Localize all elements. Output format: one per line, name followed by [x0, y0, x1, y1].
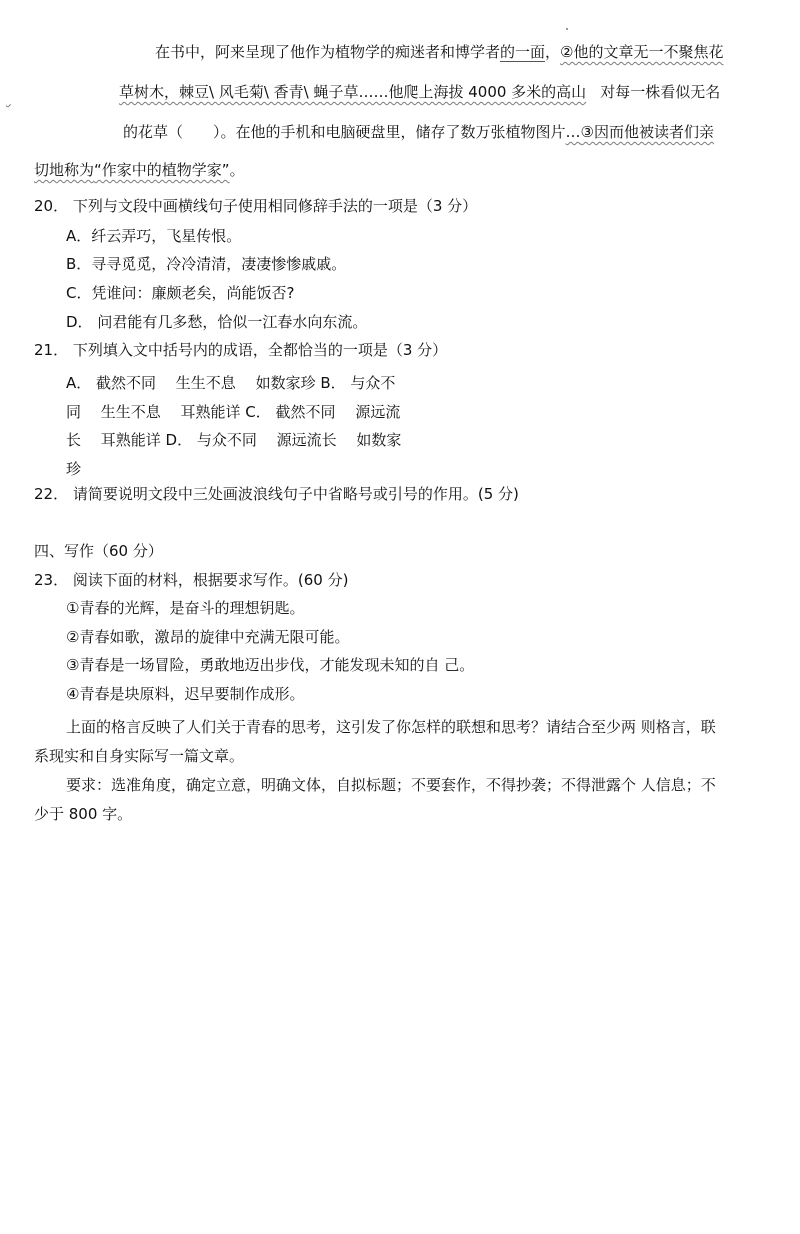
passage-text: 切地称为: [34, 161, 95, 179]
passage-text: 对每一株看似无名: [600, 83, 721, 101]
passage-text: 在书中，阿来呈现了他作为植物学的痴迷者和博学者: [155, 43, 501, 61]
prompt-paragraph-line-1: 上面的格言反映了人们关于青春的思考，这引发了你怎样的联想和思考？请结合至少两 则格言，联: [66, 718, 716, 736]
question-20-option-c: C．凭谁问：廉颇老矣，尚能饭否?: [66, 284, 295, 302]
material-item-1: ①青春的光辉，是奋斗的理想钥匙。: [66, 599, 305, 617]
wavy-underline-fragment: [6, 84, 118, 104]
question-20-option-d: D． 问君能有几多愁，恰似一江春水向东流。: [66, 313, 368, 331]
passage-line-3: [123, 122, 714, 142]
passage-line-2: [119, 82, 720, 102]
speck-mark: [566, 28, 568, 30]
requirements-line-1: 要求：选准角度，确定立意，明确文体，自拟标题；不要套作，不得抄袭；不得泄露个 人信息；不: [66, 776, 716, 794]
passage-text: ，: [545, 43, 561, 61]
question-21-options-line-3: 长 耳熟能详 D． 与众不同 源远流长 如数家: [66, 431, 402, 449]
passage-text: 的花草（ ）。在他的手机和电脑硬盘里，储存了数万张植物图片: [123, 123, 566, 141]
ellipsis-mark: …: [565, 123, 581, 141]
question-21-options-line-4: 珍: [66, 460, 82, 478]
passage-text: 。: [229, 161, 245, 179]
material-item-3: ③青春是一场冒险，勇敢地迈出步伐，才能发现未知的自 己。: [66, 656, 475, 674]
wavy-underlined-sentence: ③因而他被读者们亲: [580, 123, 714, 141]
question-21-options-line-2: 同 生生不息 耳熟能详 C． 截然不同 源远流: [66, 403, 401, 421]
question-23-stem: 23． 阅读下面的材料，根据要求写作。(60 分): [34, 571, 349, 589]
quoted-title: “作家中的植物学家”: [94, 161, 230, 179]
question-22-stem: 22． 请简要说明文段中三处画波浪线句子中省略号或引号的作用。(5 分): [34, 485, 519, 503]
passage-line-1: [155, 42, 724, 62]
material-item-2: ②青春如歌，激昂的旋律中充满无限可能。: [66, 628, 350, 646]
question-21-options-line-1: A． 截然不同 生生不息 如数家珍 B． 与众不: [66, 374, 396, 392]
passage-line-4: [34, 160, 245, 180]
wavy-underlined-sentence: ②他的文章无一不聚焦花: [560, 43, 724, 61]
underlined-phrase: 的一面: [500, 43, 546, 61]
question-21-stem: 21． 下列填入文中括号内的成语，全都恰当的一项是（3 分）: [34, 341, 448, 359]
question-20-option-b: B．寻寻觅觅，冷冷清清，凄凄惨惨戚戚。: [66, 255, 347, 273]
material-item-4: ④青春是块原料，迟早要制作成形。: [66, 685, 305, 703]
wavy-underlined-sentence: 草树木，棘豆\ 风毛菊\ 香青\ 蝇子草……他爬上海拔 4000 多米的高山: [119, 83, 587, 101]
question-20-option-a: A．纤云弄巧，飞星传恨。: [66, 227, 242, 245]
prompt-paragraph-line-2: 系现实和自身实际写一篇文章。: [34, 747, 245, 765]
question-20-stem: 20． 下列与文段中画横线句子使用相同修辞手法的一项是（3 分）: [34, 197, 478, 215]
requirements-line-2: 少于 800 字。: [34, 805, 133, 823]
section-heading: 四、写作（60 分）: [34, 542, 163, 560]
